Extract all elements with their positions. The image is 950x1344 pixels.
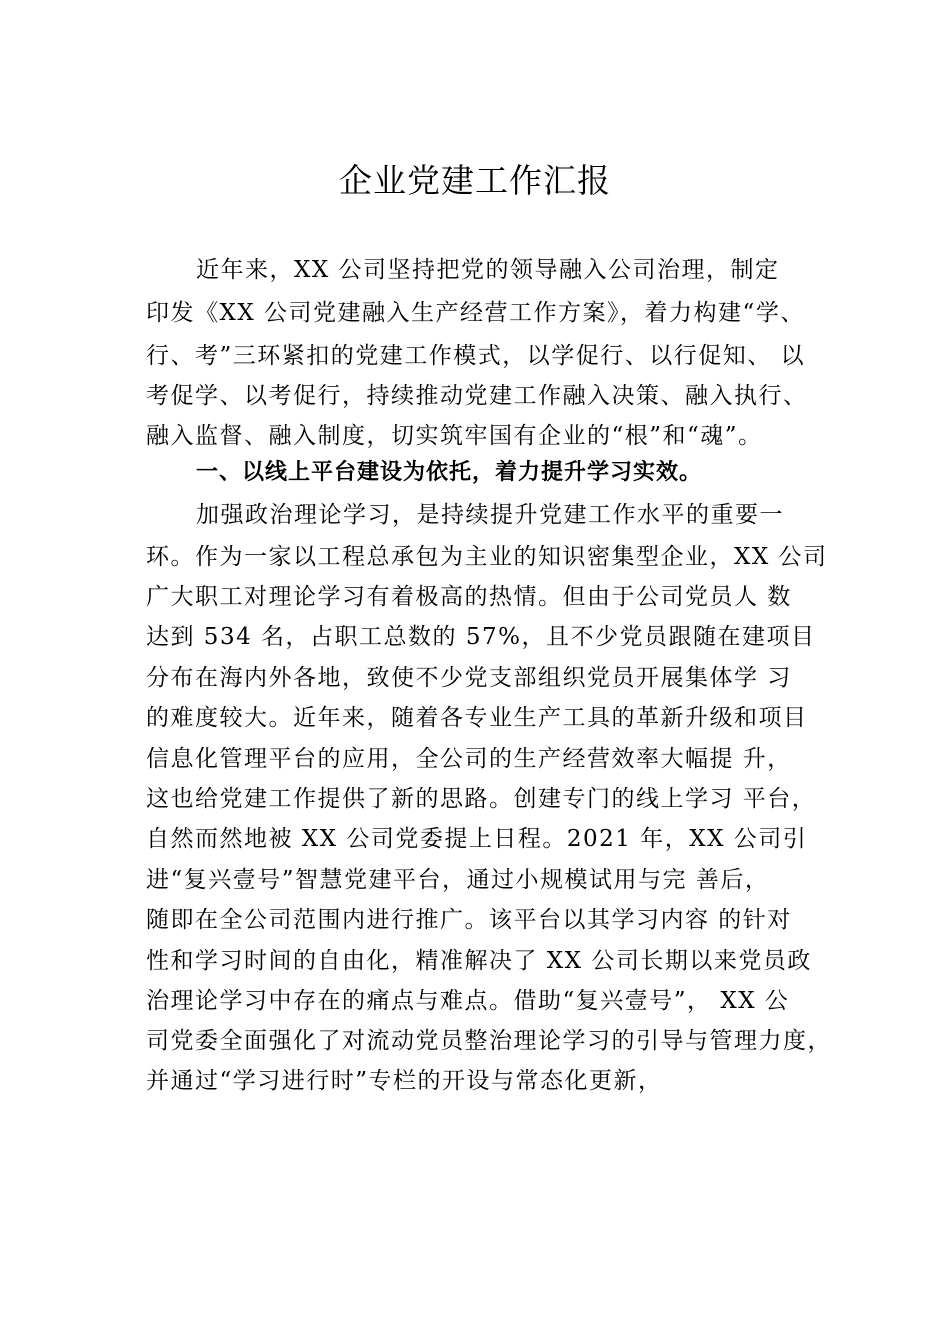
- body-line: 这也给党建工作提供了新的思路。创建专门的线上学习 平台，: [146, 786, 817, 812]
- body-line: 行、考”三环紧扣的党建工作模式，以学促行、以行促知、 以: [146, 343, 806, 369]
- body-line: 司党委全面强化了对流动党员整治理论学习的引导与管理力度，: [146, 1028, 832, 1054]
- document-title: 企业党建工作汇报: [339, 161, 611, 200]
- body-line: 并通过“学习进行时”专栏的开设与常态化更新，: [146, 1068, 663, 1094]
- body-line: 进“复兴壹号”智慧党建平台，通过小规模试用与完 善后，: [146, 867, 770, 893]
- body-line: 考促学、以考促行，持续推动党建工作融入决策、融入执行、: [146, 383, 808, 409]
- body-line: 的难度较大。近年来，随着各专业生产工具的革新升级和项目: [146, 705, 808, 731]
- body-line: 环。作为一家以工程总承包为主业的知识密集型企业，XX 公司: [146, 544, 828, 570]
- body-line: 分布在海内外各地，致使不少党支部组织党员开展集体学 习: [146, 665, 792, 691]
- body-line: 融入监督、融入制度，切实筑牢国有企业的“根”和“魂”。: [146, 423, 763, 449]
- body-line: 近年来，XX 公司坚持把党的领导融入公司治理，制定: [196, 257, 780, 283]
- body-line: 加强政治理论学习，是持续提升党建工作水平的重要一: [196, 502, 784, 528]
- body-line: 广大职工对理论学习有着极高的热情。但由于公司党员人 数: [146, 584, 792, 610]
- body-line: 印发《XX 公司党建融入生产经营工作方案》，着力构建“学、: [146, 300, 805, 326]
- body-line: 性和学习时间的自由化，精准解决了 XX 公司长期以来党员政: [146, 948, 812, 974]
- body-line: 随即在全公司范围内进行推广。该平台以其学习内容 的针对: [146, 907, 792, 933]
- body-line: 治理论学习中存在的痛点与难点。借助“复兴壹号”， XX 公: [146, 988, 790, 1014]
- body-line: 自然而然地被 XX 公司党委提上日程。2021 年，XX 公司引: [146, 826, 808, 852]
- section-heading: 一、以线上平台建设为依托，着力提升学习实效。: [196, 460, 703, 485]
- body-line: 达到 534 名，占职工总数的 57%，且不少党员跟随在建项目: [146, 624, 816, 650]
- body-line: 信息化管理平台的应用，全公司的生产经营效率大幅提 升，: [146, 746, 792, 772]
